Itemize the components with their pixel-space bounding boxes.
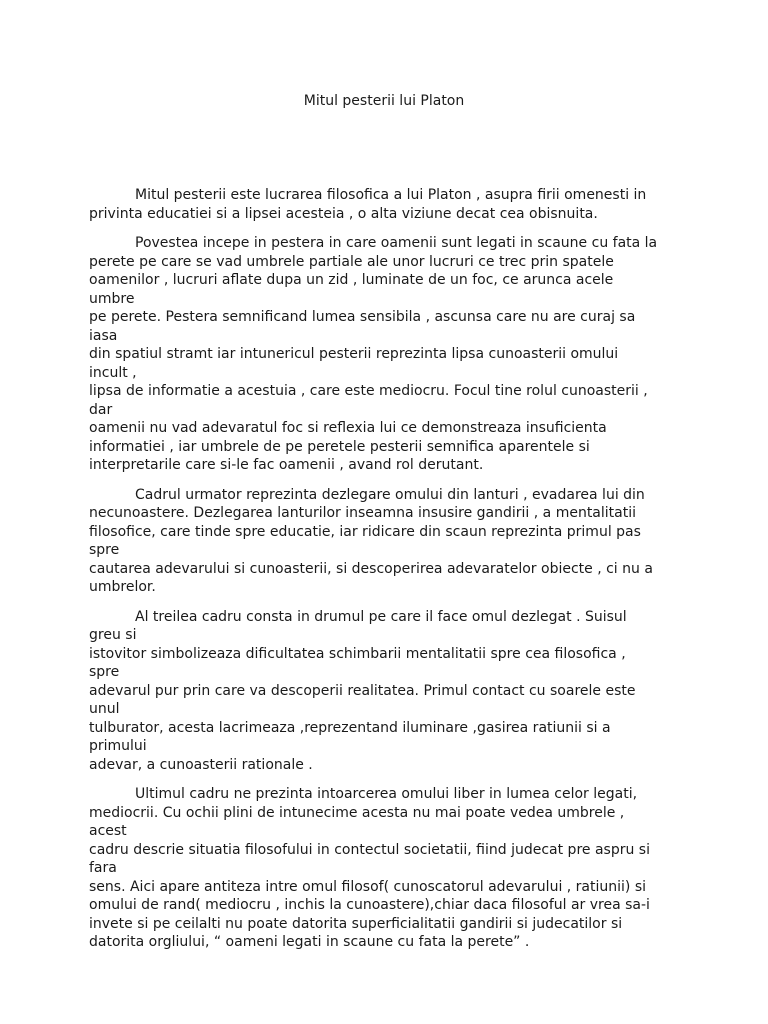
paragraph-5: Ultimul cadru ne prezinta intoarcerea omului liber in lumea celor legati, mediocrii. Cu ochii plini de intunecime acesta nu mai poate vedea umbrele , acest cadru descrie situatia filosofului in contectul societatii, fiind judecat pre aspru si fara sens. Aici apare antiteza intre omul filosof( cunoscatorul adevarului , ratiunii) si omului de rand( mediocru , inchis la cunoastere),chiar daca filosoful ar vrea sa-i invete si pe ceilalti nu poate datorita superficialitatii gandirii si judecatilor si datorita orgliului, “ oameni legati in scaune cu fata la perete” .	[89, 786, 650, 950]
document-body	[89, 186, 659, 963]
paragraph-1: Mitul pesterii este lucrarea filosofica a lui Platon , asupra firii omenesti in privinta educatiei si a lipsei acesteia , o alta viziune decat cea obisnuita.	[89, 187, 647, 222]
paragraph-4: Al treilea cadru consta in drumul pe care il face omul dezlegat . Suisul greu si istovitor simbolizeaza dificultatea schimbarii mentalitatii spre cea filosofica , spre adevarul pur prin care va descoperii realitatea. Primul contact cu soarele este unul tulburator, acesta lacrimeaza ,reprezentand iluminare ,gasirea ratiunii si a primului adevar, a cunoasterii rationale .	[89, 608, 636, 773]
paragraph-3: Cadrul urmator reprezinta dezlegare omului din lanturi , evadarea lui din necunoastere. Dezlegarea lanturilor inseamna insusire gandirii , a mentalitatii filosofice, care tinde spre educatie, iar ridicare din scaun reprezinta primul pas spre cautarea adevarului si cunoasterii, si descoperirea adevaratelor obiecte , ci nu a umbrelor.	[89, 486, 653, 595]
paragraph-2: Povestea incepe in pestera in care oamenii sunt legati in scaune cu fata la perete pe care se vad umbrele partiale ale unor lucruri ce trec prin spatele oamenilor , lucruri aflate dupa un zid , luminate de un foc, ce arunca acele umbre pe perete. Pestera semnificand lumea sensibila , ascunsa care nu are curaj sa iasa din spatiul stramt iar intunericul pesterii reprezinta lipsa cunoasterii omului incult , lipsa de informatie a acestuia , care este mediocru. Focul tine rolul cunoasterii , dar oamenii nu vad adevaratul foc si reflexia lui ce demonstreaza insuficienta informatiei , iar umbrele de pe peretele pesterii semnifica aparentele si interpretarile care si-le fac oamenii , avand rol derutant.	[89, 235, 658, 473]
document-title: Mitul pesterii lui Platon	[303, 93, 465, 109]
